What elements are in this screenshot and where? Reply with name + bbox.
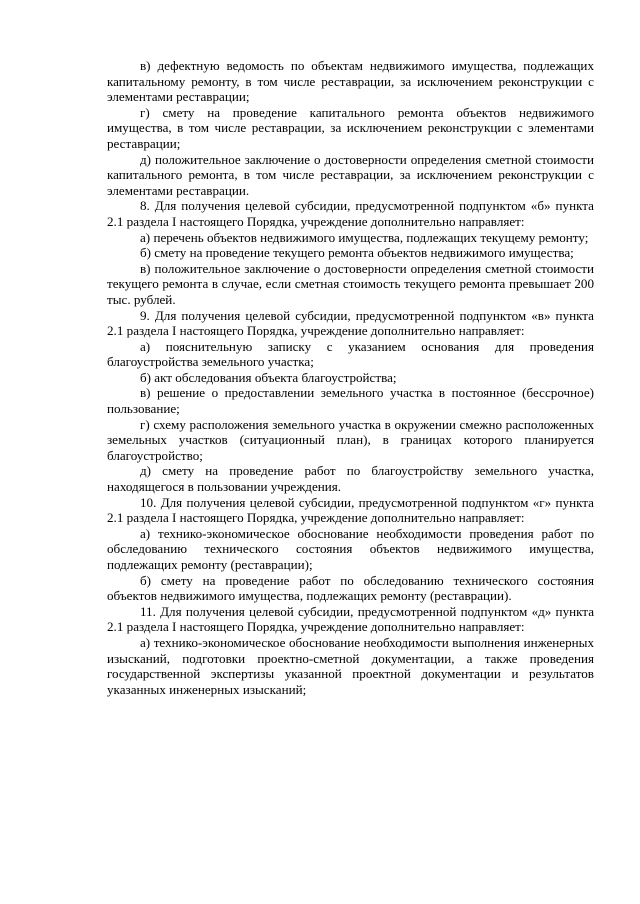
paragraph-item-11: 11. Для получения целевой субсидии, предусмотренной подпунктом «д» пункта 2.1 раздела I настоящего Порядка, учреждение дополнительно направляет: [107, 603, 594, 635]
paragraph-8-b: б) смету на проведение текущего ремонта объектов недвижимого имущества; [140, 245, 574, 261]
paragraph-item-10: 10. Для получения целевой субсидии, предусмотренной подпунктом «г» пункта 2.1 раздела I настоящего Порядка, учреждение дополнительно направляет: [107, 494, 594, 526]
paragraph-9-a: а) пояснительную записку с указанием основания для проведения благоустройства земельного участка; [107, 338, 594, 370]
paragraph-9-g: г) схему расположения земельного участка в окружении смежно расположенных земельных участков (ситуационный план), в границах которого планируется благоустройство; [107, 416, 594, 463]
paragraph-8-a: а) перечень объектов недвижимого имущества, подлежащих текущему ремонту; [140, 229, 589, 245]
paragraph-d-positive-conclusion: д) положительное заключение о достоверности определения сметной стоимости капитального ремонта, в том числе реставрации, за исключением реконструкции с элементами реставрации. [107, 151, 594, 198]
paragraph-11-a: а) технико-экономическое обоснование необходимости выполнения инженерных изысканий, подготовки проектно-сметной документации, а также проведения государственной экспертизы указанной проектной документации и результатов указанных инженерных изысканий; [107, 634, 594, 697]
paragraph-9-v: в) решение о предоставлении земельного участка в постоянное (бессрочное) пользование; [107, 385, 594, 417]
paragraph-10-a: а) технико-экономическое обоснование необходимости проведения работ по обследованию технического состояния объектов недвижимого имущества, подлежащих ремонту (реставрации); [107, 525, 594, 572]
paragraph-9-d: д) смету на проведение работ по благоустройству земельного участка, находящегося в пользовании учреждения. [107, 463, 594, 495]
paragraph-10-b: б) смету на проведение работ по обследованию технического состояния объектов недвижимого имущества, подлежащих ремонту (реставрации). [107, 572, 594, 604]
paragraph-v-defect-statement: в) дефектную ведомость по объектам недвижимого имущества, подлежащих капитальному ремонту, в том числе реставрации, за исключением реконструкции с элементами реставрации; [107, 58, 594, 105]
paragraph-item-8: 8. Для получения целевой субсидии, предусмотренной подпунктом «б» пункта 2.1 раздела I настоящего Порядка, учреждение дополнительно направляет: [107, 198, 594, 229]
paragraph-9-b: б) акт обследования объекта благоустройства; [140, 369, 397, 385]
paragraph-item-9: 9. Для получения целевой субсидии, предусмотренной подпунктом «в» пункта 2.1 раздела I настоящего Порядка, учреждение дополнительно направляет: [107, 307, 594, 339]
paragraph-g-capital-repair-estimate: г) смету на проведение капитального ремонта объектов недвижимого имущества, в том числе реставрации, за исключением реконструкции с элементами реставрации; [107, 104, 594, 151]
paragraph-8-v: в) положительное заключение о достоверности определения сметной стоимости текущего ремонта в случае, если сметная стоимость текущего ремонта превышает 200 тыс. рублей. [107, 260, 594, 307]
